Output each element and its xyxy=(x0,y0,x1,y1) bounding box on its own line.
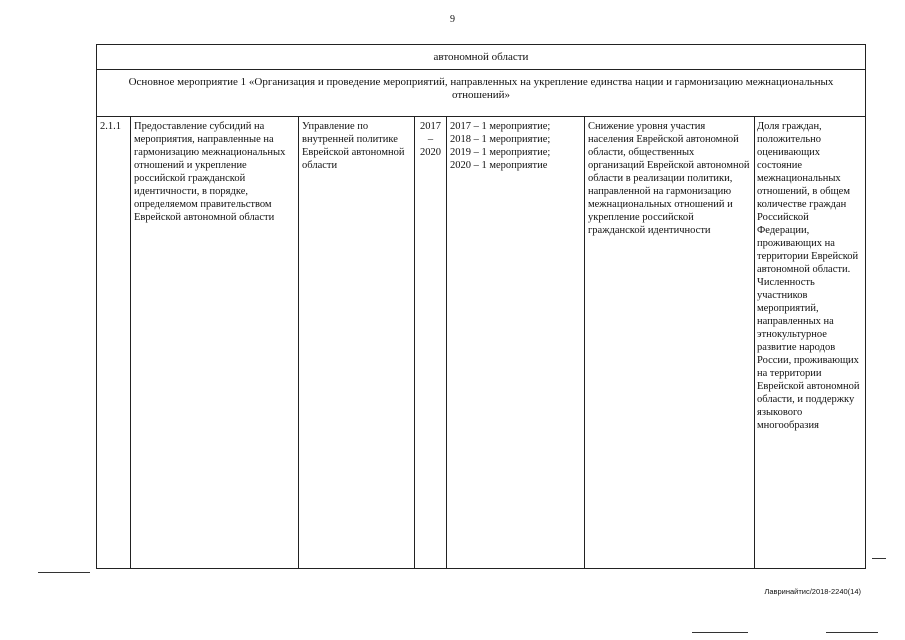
period-end: 2020 xyxy=(420,147,441,158)
result-2017: 2017 – 1 мероприятие; xyxy=(450,121,551,132)
column-divider xyxy=(130,117,131,568)
result-2019: 2019 – 1 мероприятие; xyxy=(450,147,551,158)
measure-description: Предоставление субсидий на мероприятия, направленные на гармонизацию межнациональных отношений и укрепление российской гражданской идентичности, в порядке, определяемом правительством Еврейской автономной области xyxy=(134,121,286,223)
program-table xyxy=(96,44,866,569)
non-implementation-risk: Снижение уровня участия населения Еврейской автономной области, общественных организаций Еврейской автономной области в реализации политики, направленной на гармонизацию межнациональных отношений и укрепление российской гражданской идентичности xyxy=(588,121,750,236)
row-divider xyxy=(97,69,865,70)
column-divider xyxy=(414,117,415,568)
period-dash: – xyxy=(427,134,434,145)
result-2018: 2018 – 1 мероприятие; xyxy=(450,134,551,145)
column-divider xyxy=(446,117,447,568)
target-indicators: Доля граждан, положительно оценивающих состояние межнациональных отношений, в общем количестве граждан Российской Федерации, проживающих на территории Еврейской автономной области. Численность участников мероприятий, направленных на этнокультурное развитие народов России, проживающих на территории Еврейской автономной области, и поддержку языкового многообразия xyxy=(757,121,860,431)
main-event-row: Основное мероприятие 1 «Организация и проведение мероприятий, направленных на укрепление единства нации и гармонизацию межнациональных отношений» xyxy=(128,76,834,101)
scan-mark xyxy=(38,572,90,573)
executor: Управление по внутренней политике Еврейской автономной области xyxy=(302,121,405,171)
column-divider xyxy=(754,117,755,568)
period-start: 2017 xyxy=(420,121,441,132)
row-divider xyxy=(97,116,865,117)
implementation-period xyxy=(416,120,445,159)
scan-mark xyxy=(692,632,748,633)
page-number: 9 xyxy=(450,14,455,25)
expected-results xyxy=(450,120,582,172)
scan-mark xyxy=(872,558,886,559)
document-footer: Лавринайтис/2018-2240(14) xyxy=(764,587,861,596)
row-number: 2.1.1 xyxy=(100,121,121,132)
column-divider xyxy=(298,117,299,568)
scan-mark xyxy=(826,632,878,633)
column-divider xyxy=(584,117,585,568)
result-2020: 2020 – 1 мероприятие xyxy=(450,160,548,171)
region-row: автономной области xyxy=(433,51,529,63)
